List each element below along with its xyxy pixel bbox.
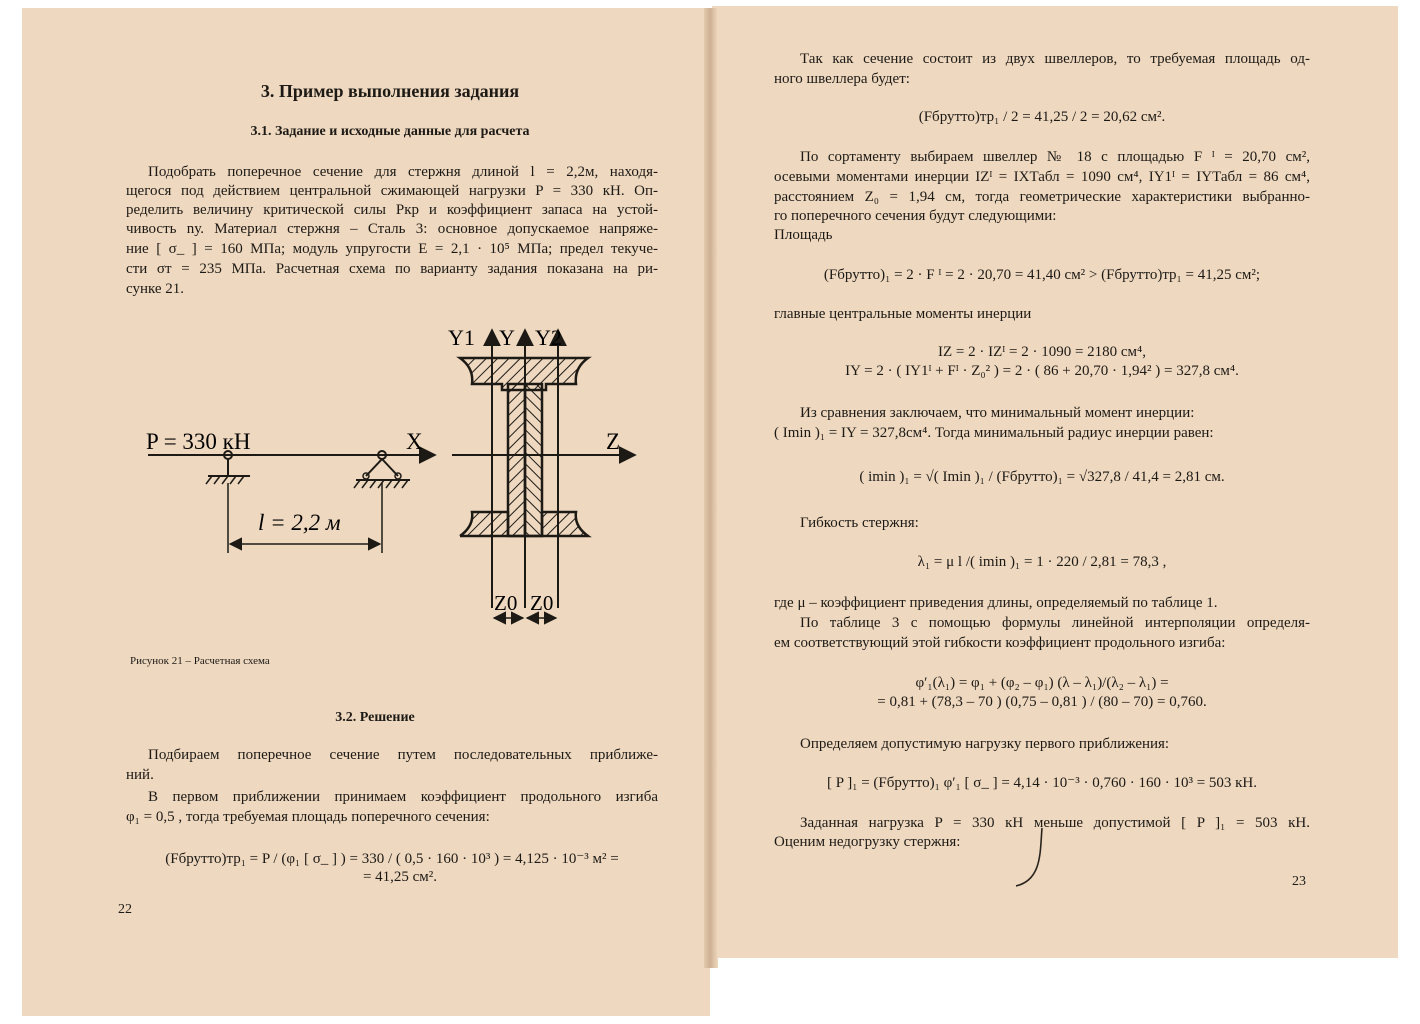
page-number-right: 23 — [1292, 874, 1306, 889]
axis-x-label: X — [406, 429, 423, 454]
text-line: сти σт = 235 МПа. Расчетная схема по варианту задания показана на ри- — [126, 261, 658, 277]
formula-interpolation: φ′₁(λ₁) = φ₁ + (φ₂ – φ₁) (λ – λ₁)/(λ₂ – λ₁) = — [915, 675, 1169, 691]
text-line: В первом приближении принимаем коэффициент продольного изгиба — [148, 789, 658, 805]
load-label: P = 330 кН — [146, 429, 251, 454]
text-line: φ₁ = 0,5 , тогда требуемая площадь поперечного сечения: — [126, 809, 490, 825]
text-line: ( Imin )₁ = IY = 327,8см⁴. Тогда минимальный радиус инерции равен: — [774, 425, 1214, 441]
axis-y2-label: Y2 — [535, 325, 562, 350]
text-line: По сортаменту выбираем швеллер № 18 с площадью F ᴵ = 20,70 см², — [800, 149, 1310, 165]
text-line: ного швеллера будет: — [774, 71, 910, 87]
axis-z-label: Z — [606, 429, 621, 454]
text-line: сунке 21. — [126, 281, 185, 297]
formula-allowable-load: [ P ]₁ = (Fбрутто)₁ φ′₁ [ σ_ ] = 4,14 · 10⁻³ · 0,760 · 160 · 10³ = 503 кН. — [826, 775, 1258, 791]
calculation-scheme-figure — [130, 318, 650, 638]
page-number-left: 22 — [118, 902, 132, 917]
z0-right-label: Z0 — [530, 591, 554, 615]
formula-radius: ( imin )₁ = √( Imin )₁ / (Fбрутто)₁ = √327,8 / 41,4 = 2,81 см. — [859, 469, 1225, 485]
formula-interpolation-result: = 0,81 + (78,3 – 70 ) (0,75 – 0,81 ) / (80 – 70) = 0,760. — [877, 694, 1207, 710]
length-label: l = 2,2 м — [258, 510, 341, 535]
text-line: Заданная нагрузка P = 330 кН меньше допустимой [ P ]₁ = 503 кН. — [800, 815, 1310, 831]
text-line: ний. — [126, 767, 154, 783]
axis-y1-label: Y1 — [448, 325, 475, 350]
text-line: Так как сечение состоит из двух швеллеров, то требуемая площадь од- — [800, 51, 1310, 67]
text-line: осевыми моментами инерции IZᴵ = IXТабл = 1090 см⁴, IY1ᴵ = IYТабл = 86 см⁴, — [774, 169, 1310, 185]
text-line: Определяем допустимую нагрузку первого приближения: — [800, 736, 1170, 752]
pencil-mark — [1004, 826, 1054, 890]
text-line: главные центральные моменты инерции — [774, 306, 1032, 322]
formula-iy: IY = 2 · ( IY1ᴵ + Fᴵ · Z₀² ) = 2 · ( 86 + 20,70 · 1,94² ) = 327,8 см⁴. — [845, 363, 1239, 379]
text-line: Оценим недогрузку стержня: — [774, 834, 961, 850]
beam-scheme — [146, 429, 435, 553]
text-line: Подбираем поперечное сечение путем последовательных приближе- — [148, 747, 658, 763]
text-line: го поперечного сечения будут следующими: — [774, 208, 1057, 224]
formula-iz: IZ = 2 · IZᴵ = 2 · 1090 = 2180 см⁴, — [937, 344, 1147, 360]
z0-left-label: Z0 — [494, 591, 518, 615]
cross-section — [448, 325, 635, 618]
text-line: ние [ σ_ ] = 160 МПа; модуль упругости E = 2,1 · 10⁵ МПа; предел текуче- — [126, 241, 658, 257]
formula-required-area-result: = 41,25 см². — [362, 869, 438, 885]
text-line: Из сравнения заключаем, что минимальный момент инерции: — [800, 405, 1195, 421]
text-line: где μ – коэффициент приведения длины, определяемый по таблице 1. — [774, 595, 1218, 611]
text-line: расстоянием Z₀ = 1,94 см, тогда геометрические характеристики выбранно- — [774, 189, 1310, 205]
text-line: Гибкость стержня: — [800, 515, 919, 531]
text-line: По таблице 3 с помощью формулы линейной интерполяции определя- — [800, 615, 1310, 631]
book-gutter — [704, 8, 718, 968]
text-line: ем соответствующий этой гибкости коэффициент продольного изгиба: — [774, 635, 1226, 651]
formula-slenderness: λ₁ = μ l /( imin )₁ = 1 · 220 / 2,81 = 78,3 , — [917, 554, 1167, 570]
text-line: щегося под действием центральной сжимающей нагрузки P = 330 кН. Оп- — [126, 183, 658, 199]
text-line: Подобрать поперечное сечение для стержня длиной l = 2,2м, находя- — [148, 164, 658, 180]
formula-required-area: (Fбрутто)тр₁ = P / (φ₁ [ σ_ ] ) = 330 / ( 0,5 · 160 · 10³ ) = 4,125 · 10⁻³ м² = — [165, 851, 619, 867]
solution-heading: 3.2. Решение — [335, 710, 415, 725]
section-heading: 3. Пример выполнения задания — [260, 81, 520, 101]
text-line: чивость nу. Материал стержня – Сталь 3: основное допускаемое напряже- — [126, 221, 658, 237]
formula-section-area: (Fбрутто)₁ = 2 · F ᴵ = 2 · 20,70 = 41,40 см² > (Fбрутто)тр₁ = 41,25 см²; — [823, 267, 1261, 283]
text-line: Площадь — [774, 227, 833, 243]
axis-y-label: Y — [499, 325, 515, 350]
text-line: ределить величину критической силы Pкр и коэффициент запаса на устой- — [126, 202, 658, 218]
figure-caption: Рисунок 21 – Расчетная схема — [130, 655, 270, 667]
formula-channel-area: (Fбрутто)тр₁ / 2 = 41,25 / 2 = 20,62 см². — [918, 109, 1166, 125]
subsection-heading: 3.1. Задание и исходные данные для расчета — [250, 124, 530, 139]
